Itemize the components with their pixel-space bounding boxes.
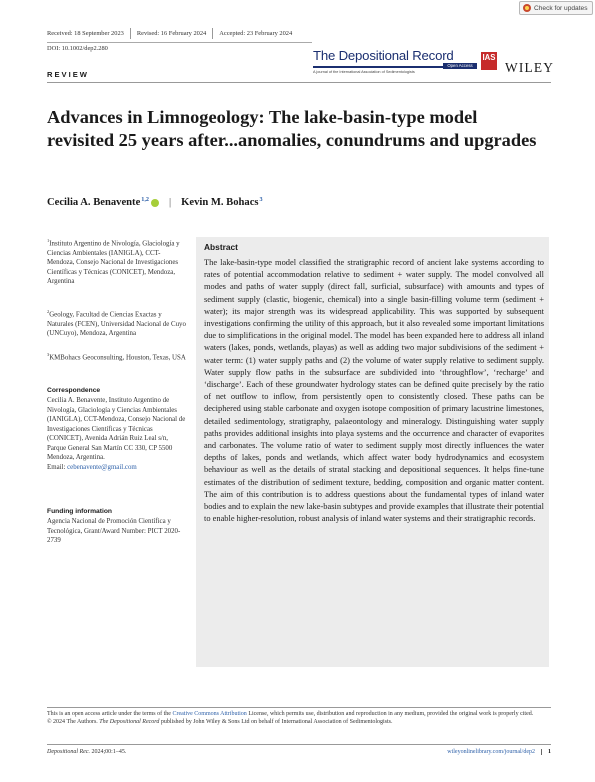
journal-url-link[interactable]: wileyonlinelibrary.com/journal/dep2 [447,749,535,755]
affiliation: $^2$Geology, Facultad de Ciencias Exactas y Naturales (FCEN), Universidad Nacional de Cuyo (UNCuyo), Mendoza, Argentina [47,309,186,338]
divider [212,28,213,39]
citation: Depositional Rec. 2024;00:1–45. [47,749,127,755]
correspondence-text: Cecilia A. Benavente, Instituto Argentino de Nivología, Glaciología y Ciencias Ambientales (IANIGLA), CCT-Mendoza, Consejo Nacional de Investigaciones Científicas y Técnicas (CONICET), Avenida Adrián Ruiz Leal s/n, Parque General San Martín CC 330, CP 5500 Mendoza, Argentina. Email: cebenavente@gmail.com [47,397,186,471]
funding-text: Agencia Nacional de Promoción Científica y Tecnológica, Grant/Award Number: PICT 2020-2739 [47,518,181,544]
license-link[interactable]: Creative Commons Attribution [172,711,247,717]
journal-name[interactable]: The Depositional Record [313,48,454,63]
received-date: Received: 18 September 2023 [47,30,124,37]
check-updates-icon [523,4,531,12]
email-label: Email: [47,463,66,471]
affiliation: $^3$KMBohacs Geoconsulting, Houston, Texas, USA [47,352,186,362]
author-name[interactable]: Cecilia A. Benavente [47,197,141,208]
author-affiliation-number[interactable]: 1,2 [141,196,150,203]
journal-tagline: A journal of the International Association of Sedimentologists [313,70,415,74]
orcid-icon[interactable] [151,199,159,207]
affiliation: $^1$Instituto Argentino de Nivología, Glaciología y Ciencias Ambientales (IANIGLA), CCT-Mendoza, Consejo Nacional de Investigaciones Científicas y Técnicas (CONICET), Mendoza, Argentina [47,238,180,286]
check-for-updates-button[interactable] [519,1,593,15]
correspondence-heading: Correspondence [47,387,101,394]
divider [130,28,131,39]
check-updates-label: Check for updates [534,4,588,12]
open-access-badge: Open Access [443,63,477,69]
author-separator: | [169,197,172,208]
divider [47,744,551,745]
page-footer [47,749,551,755]
revised-date: Revised: 16 February 2024 [136,30,207,37]
doi: DOI: 10.1002/dep2.280 [47,45,108,52]
author-name[interactable]: Kevin M. Bohacs [181,197,259,208]
publisher-logo[interactable]: WILEY [505,60,555,75]
divider [47,82,551,83]
abstract-heading: Abstract [204,242,238,252]
abstract-text: The lake-basin-type model classified the stratigraphic record of ancient lake systems according to rates of potential accommodation relative to sediment + water supply. The model convolved all modes and paths of water supply (direct fall, surficial, subsurface) with amounts and types of sediment supply (clastic, biogenic, chemical) into a single basin-filling volume term (sediment + water); its major strength was its widespread applicability. This was supported by subsequent investigations confirming the utility of this approach, but it also revealed some important limitations due to simplifications in the original model. The model has been expanded here to address all inland waters (lakes, ponds, wetlands, playas) as well as adding two major subdivisions of the sediment + water term: (1) water supply paths and (2) the volume of water supply relative to sediment supply. Water supply flow paths in the subsurface are subdivided into ‘throughflow’, ‘recharge’ and ‘discharge’. Each of these groundwater hydrology states can be defined quite precisely by the ratio of net outflow to inflow, from persistently open to consistently closed. These paths can be deciphered using stable carbonate and oxygen isotope composition of primary lacustrine limestones, detailed sedimentology, stratigraphy, palaeontology and mineralogy. Distinguishing water supply paths provides additional insights into playa systems and the occurrence and character of evaporites and carbonates. The volume ratio of water to sediment supply most directly influences the water depths of lakes, ponds and wetlands, which affect water body hydrodynamics and ecosystem behaviour as well as the details of stratal stacking and depositional sequences. It helps fine-tune estimates of the distribution of sediment texture, bedding, composition and organic matter content. The aim of this contribution is to address questions about the fundamental types of inland water bodies and to explain the new lake-basin subtypes and provide examples that illustrate their potential to enable higher-resolution, robust analysis of inland water systems and their stratigraphic records. [204,257,544,524]
author-affiliation-number[interactable]: 3 [259,196,263,203]
divider [47,42,312,43]
divider [47,707,551,708]
article-title: Advances in Limnogeology: The lake-basin-type model revisited 25 years after...anomalies, conundrums and upgrades [47,107,537,151]
article-type: REVIEW [47,70,89,79]
page-number: 1 [541,749,551,755]
email-link[interactable]: cebenavente@gmail.com [67,463,137,471]
author-list [47,197,263,208]
ias-logo: IAS [481,52,497,70]
license-notice: This is an open access article under the terms of the Creative Commons Attribution License, which permits use, distribution and reproduction in any medium, provided the original work is properly cited. © 2024 The Authors. The Depositional Record published by John Wiley & Sons Ltd on behalf of International Association of Sedimentologists. [47,711,534,726]
funding-heading: Funding information [47,508,113,515]
article-history [47,28,292,39]
accepted-date: Accepted: 23 February 2024 [219,30,293,37]
